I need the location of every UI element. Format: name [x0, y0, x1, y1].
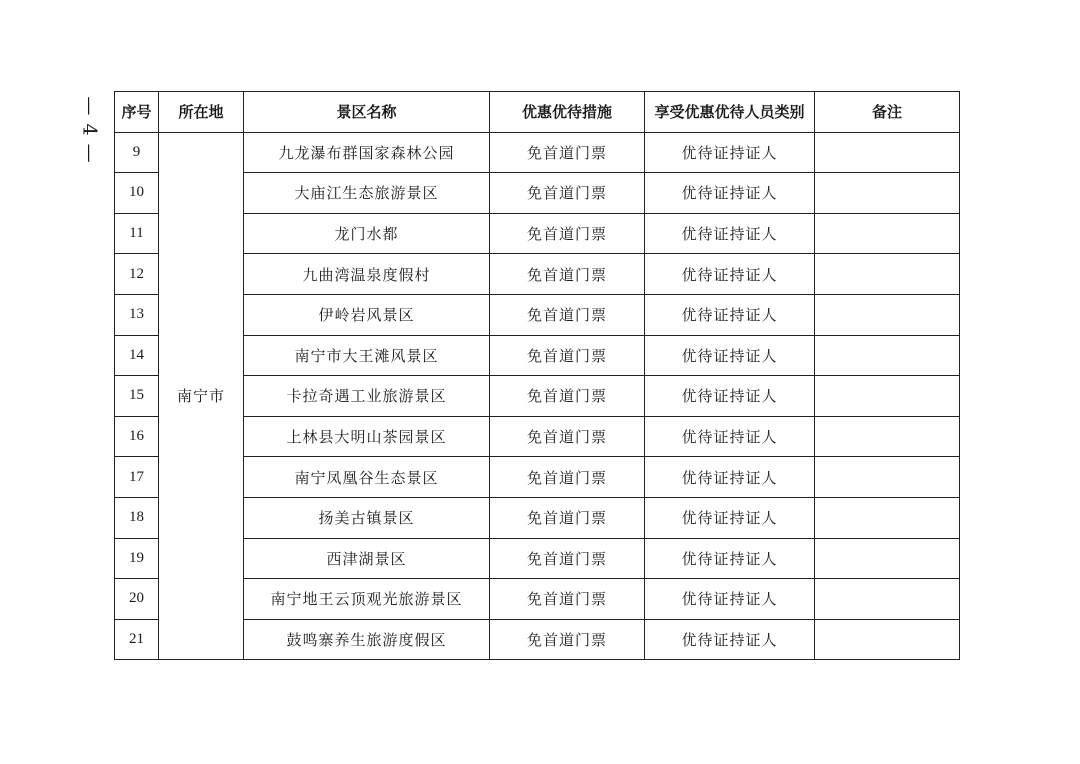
note-cell [815, 213, 960, 254]
row-serial: 19 [115, 538, 159, 579]
beneficiary-category: 优待证持证人 [645, 416, 815, 457]
beneficiary-category: 优待证持证人 [645, 335, 815, 376]
header-location: 所在地 [159, 92, 244, 133]
header-category: 享受优惠优待人员类别 [645, 92, 815, 133]
discount-measure: 免首道门票 [490, 294, 645, 335]
scenic-spot-name: 卡拉奇遇工业旅游景区 [244, 376, 490, 417]
scenic-spot-name: 九龙瀑布群国家森林公园 [244, 132, 490, 173]
note-cell [815, 132, 960, 173]
row-serial: 12 [115, 254, 159, 295]
scenic-spot-name: 南宁地王云顶观光旅游景区 [244, 579, 490, 620]
discount-measure: 免首道门票 [490, 619, 645, 660]
beneficiary-category: 优待证持证人 [645, 254, 815, 295]
header-measure: 优惠优待措施 [490, 92, 645, 133]
beneficiary-category: 优待证持证人 [645, 376, 815, 417]
scenic-spot-name: 西津湖景区 [244, 538, 490, 579]
beneficiary-category: 优待证持证人 [645, 132, 815, 173]
page-number [78, 92, 102, 168]
page-number-text: — 4 — [79, 96, 102, 164]
scenic-spot-name: 九曲湾温泉度假村 [244, 254, 490, 295]
row-serial: 10 [115, 173, 159, 214]
scenic-spot-name: 龙门水都 [244, 213, 490, 254]
row-serial: 11 [115, 213, 159, 254]
table-row [115, 132, 960, 173]
note-cell [815, 416, 960, 457]
discount-measure: 免首道门票 [490, 213, 645, 254]
scenic-spot-name: 伊岭岩风景区 [244, 294, 490, 335]
scenic-spot-name: 扬美古镇景区 [244, 497, 490, 538]
beneficiary-category: 优待证持证人 [645, 173, 815, 214]
scenic-spot-table [114, 91, 960, 660]
discount-measure: 免首道门票 [490, 579, 645, 620]
header-note: 备注 [815, 92, 960, 133]
beneficiary-category: 优待证持证人 [645, 213, 815, 254]
note-cell [815, 619, 960, 660]
beneficiary-category: 优待证持证人 [645, 457, 815, 498]
discount-measure: 免首道门票 [490, 254, 645, 295]
scenic-spot-name: 南宁市大王滩风景区 [244, 335, 490, 376]
beneficiary-category: 优待证持证人 [645, 538, 815, 579]
discount-measure: 免首道门票 [490, 335, 645, 376]
row-serial: 9 [115, 132, 159, 173]
row-serial: 20 [115, 579, 159, 620]
row-serial: 14 [115, 335, 159, 376]
location-cell: 南宁市 [159, 132, 244, 660]
discount-measure: 免首道门票 [490, 497, 645, 538]
beneficiary-category: 优待证持证人 [645, 294, 815, 335]
row-serial: 15 [115, 376, 159, 417]
scenic-spot-name: 大庙江生态旅游景区 [244, 173, 490, 214]
note-cell [815, 335, 960, 376]
discount-measure: 免首道门票 [490, 457, 645, 498]
note-cell [815, 497, 960, 538]
note-cell [815, 538, 960, 579]
note-cell [815, 254, 960, 295]
discount-measure: 免首道门票 [490, 132, 645, 173]
discount-measure: 免首道门票 [490, 376, 645, 417]
row-serial: 21 [115, 619, 159, 660]
table-header-row [115, 92, 960, 133]
beneficiary-category: 优待证持证人 [645, 619, 815, 660]
beneficiary-category: 优待证持证人 [645, 579, 815, 620]
note-cell [815, 376, 960, 417]
note-cell [815, 173, 960, 214]
beneficiary-category: 优待证持证人 [645, 497, 815, 538]
discount-measure: 免首道门票 [490, 538, 645, 579]
note-cell [815, 294, 960, 335]
row-serial: 16 [115, 416, 159, 457]
scenic-spot-name: 上林县大明山茶园景区 [244, 416, 490, 457]
row-serial: 13 [115, 294, 159, 335]
scenic-spot-name: 南宁凤凰谷生态景区 [244, 457, 490, 498]
note-cell [815, 457, 960, 498]
discount-measure: 免首道门票 [490, 416, 645, 457]
discount-measure: 免首道门票 [490, 173, 645, 214]
header-serial: 序号 [115, 92, 159, 133]
note-cell [815, 579, 960, 620]
header-scenic-name: 景区名称 [244, 92, 490, 133]
scenic-spot-name: 鼓鸣寨养生旅游度假区 [244, 619, 490, 660]
row-serial: 18 [115, 497, 159, 538]
row-serial: 17 [115, 457, 159, 498]
